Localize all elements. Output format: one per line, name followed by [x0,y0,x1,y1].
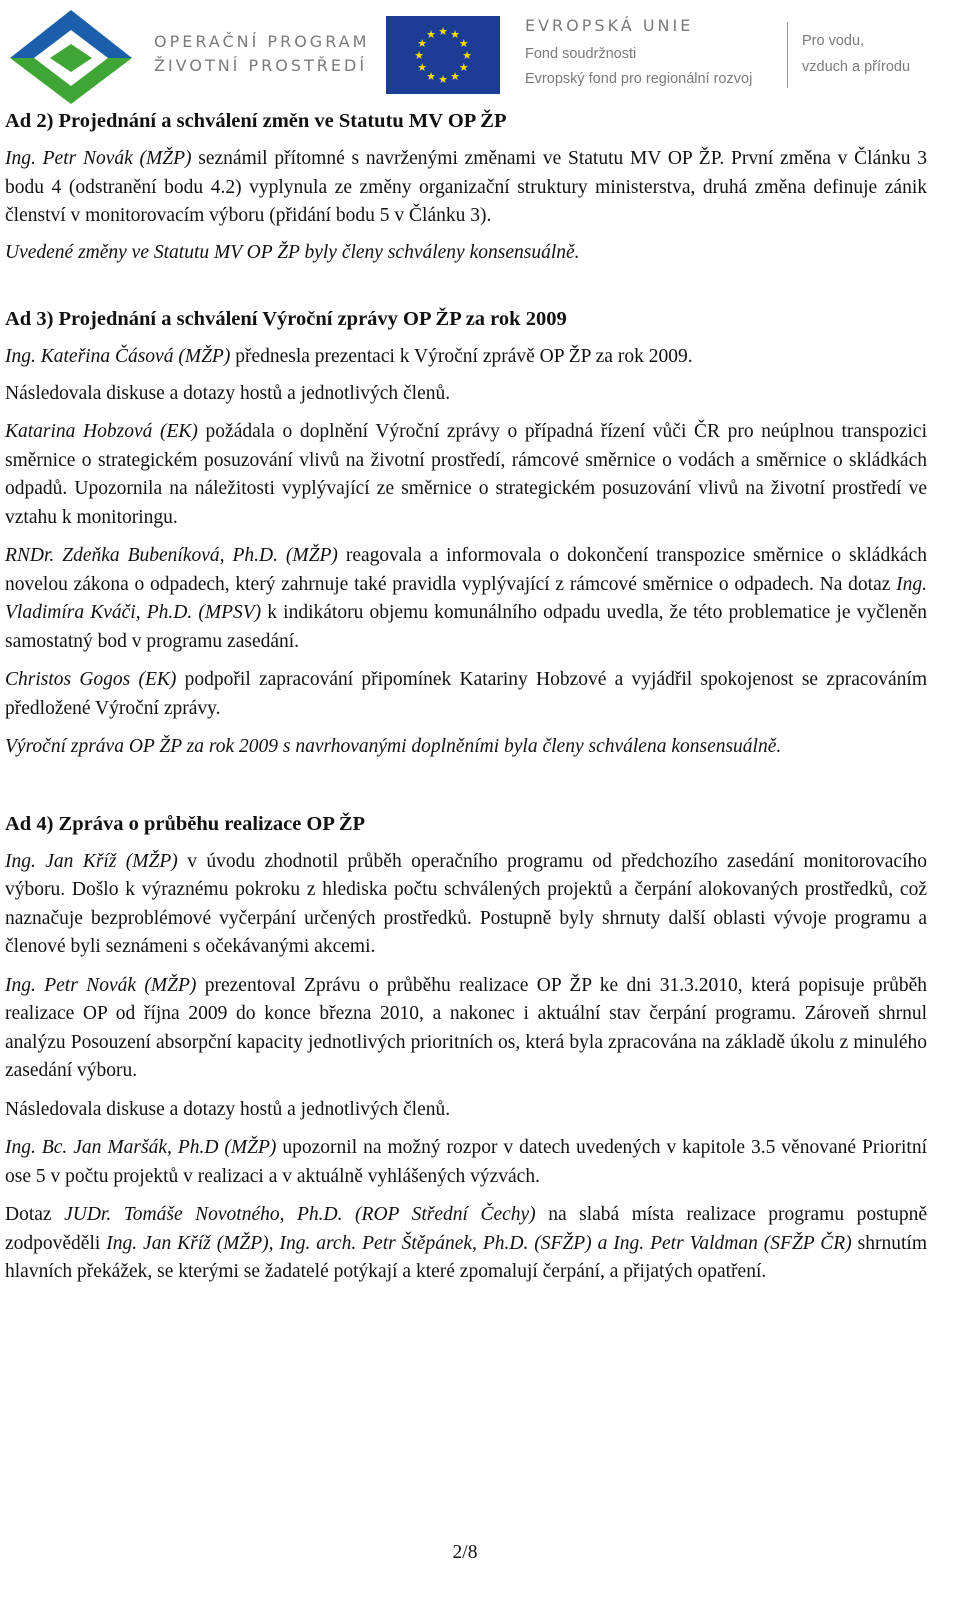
section-heading-ad2: Ad 2) Projednání a schválení změn ve Statutu MV OP ŽP [5,110,507,132]
person-name: Christos Gogos (EK) [5,669,177,690]
ad4-paragraph-3: Následovala diskuse a dotazy hostů a jednotlivých členů. [5,1098,451,1120]
ad3-resolution: Výroční zpráva OP ŽP za rok 2009 s navrhovanými doplněními byla členy schválena konsensuálně. [5,736,782,757]
paragraph-text: shrnutím hlavních překážek, se kterými se žadatelé potýkají a které zpomalují čerpání, a přijatých opatření. [5,1232,927,1282]
eu-star-icon: ★ [450,29,460,42]
person-name: JUDr. Tomáše Novotného, Ph.D. (ROP Střední Čechy) [64,1204,536,1225]
eu-star-icon: ★ [438,26,448,38]
section-heading-ad4: Ad 4) Zpráva o průběhu realizace OP ŽP [5,812,366,835]
paragraph-text: podpořil zapracování připomínek Katariny Hobzové a vyjádřil spokojenost se zpracováním předložené Výroční zprávy. [5,669,928,719]
ad4-paragraph-2 [5,972,927,1086]
paragraph-text: prezentoval Zprávu o průběhu realizace OP ŽP ke dni 31.3.2010, která popisuje průběh realizace OP od října 2009 do konce března 2010, a nakonec i aktuální stav čerpání programu. Zároveň shrnul analýzu Posouzení absorpční kapacity jednotlivých prioritních os, která byla zpracována na základě úkolu z minulého zasedání výboru. [5,974,927,1081]
eu-star-icon: ★ [438,74,448,86]
eu-title: EVROPSKÁ UNIE [525,16,694,35]
person-name: Ing. Petr Novák (MŽP) [5,974,197,996]
ad3-paragraph-3 [5,418,927,532]
ad3-paragraph-5 [5,666,927,723]
paragraph-text: na slabá místa realizace programu postupně zodpověděli [5,1204,928,1254]
paragraph-text: reagovala a informovala o dokončení transpozice směrnice o skládkách novelou zákona o odpadech, který zahrnuje také pravidla vyplývající z rámcové směrnice o odpadech. Na dotaz [5,545,927,595]
paragraph-text: Dotaz [5,1204,65,1225]
paragraph-text: upozornil na možný rozpor v datech uvedených v kapitole 3.5 věnované Prioritní ose 5 v počtu projektů v realizaci a v aktuálně vyhlášených výzvách. [5,1137,928,1187]
slogan-line2: vzduch a přírodu [802,59,911,75]
op-line2: ŽIVOTNÍ PROSTŘEDÍ [154,56,368,75]
op-zp-logo-icon [8,8,134,104]
section-heading-ad3: Ad 3) Projednání a schválení Výroční zprávy OP ŽP za rok 2009 [5,308,567,330]
paragraph-text: v úvodu zhodnotil průběh operačního programu od předchozího zasedání monitorovacího výboru. Došlo k výraznému pokroku z hlediska počtu schválených projektů a čerpání alokovaných prostředků, což naznačuje bezproblémové vyčerpání určených prostředků. Postupně byly shrnuty další oblasti vývoje programu a členové byli seznámeni s očekávanými akcemi. [5,850,927,957]
document-body [5,107,927,1287]
paragraph-text: k indikátoru objemu komunálního odpadu uvedla, že této problematice je vyčleněn samostatný bod v programu zasedání. [5,602,927,652]
ad4-paragraph-5 [5,1201,927,1287]
header-divider [787,22,788,88]
eu-star-icon: ★ [426,29,436,42]
ad3-paragraph-1 [5,343,927,372]
op-line1: OPERAČNÍ PROGRAM [154,32,370,51]
eu-star-icon: ★ [450,70,460,83]
eu-star-icon: ★ [458,62,469,74]
paragraph-text: požádala o doplnění Výroční zprávy o případná řízení vůči ČR pro neúplnou transpozici směrnice o strategickém posuzování vlivů na životní prostředí, rámcové směrnice o vodách a směrnice o skládkách odpadů. Upozornila na náležitosti vyplývající ze směrnice o strategickém posuzování vlivů na životní prostředí ve vztahu k monitoringu. [5,421,927,528]
eu-star-icon: ★ [417,62,428,74]
person-name: Katarina Hobzová (EK) [5,421,198,442]
eu-star-icon: ★ [414,50,424,62]
page-header [0,0,960,110]
paragraph-text: seznámil přítomné s navrženými změnami ve Statutu MV OP ŽP. První změna v Článku 3 bodu 4 (odstranění bodu 4.2) vyplynula ze změny organizační struktury ministerstva, druhá změna definuje zánik členství v monitorovacím výboru (přidání bodu 5 v Článku 3). [5,148,927,226]
person-name: Ing. Jan Kříž (MŽP) [5,850,178,872]
eu-flag-icon [386,16,500,94]
person-name: RNDr. Zdeňka Bubeníková, Ph.D. (MŽP) [5,545,338,566]
eu-star-icon: ★ [417,38,428,50]
paragraph-text: přednesla prezentaci k Výroční zprávě OP ŽP za rok 2009. [230,346,693,367]
op-name [154,30,369,78]
person-name: Ing. Jan Kříž (MŽP), Ing. arch. Petr Štěpánek, Ph.D. (SFŽP) a Ing. Petr Valdman (SFŽP ČR) [106,1232,852,1254]
slogan-line1: Pro vodu, [802,33,865,49]
eu-fund-regional: Evropský fond pro regionální rozvoj [525,71,753,87]
person-name: Ing. Kateřina Čásová (MŽP) [5,346,231,367]
eu-star-icon: ★ [458,38,469,50]
ad4-paragraph-4 [5,1134,927,1191]
ad3-paragraph-2: Následovala diskuse a dotazy hostů a jednotlivých členů. [5,382,451,404]
person-name: Ing. Vladimíra Kváči, Ph.D. (MPSV) [5,573,927,623]
person-name: Ing. Petr Novák (MŽP) [5,148,192,169]
eu-fund-cohesion: Fond soudržnosti [525,46,637,62]
ad4-paragraph-1 [5,848,927,962]
eu-star-icon: ★ [462,50,472,62]
page-number: 2/8 [452,1542,478,1563]
person-name: Ing. Bc. Jan Maršák, Ph.D (MŽP) [5,1137,277,1158]
ad3-paragraph-4 [5,542,927,656]
ad2-resolution: Uvedené změny ve Statutu MV OP ŽP byly členy schváleny konsensuálně. [5,241,580,263]
ad2-paragraph-1 [5,145,927,231]
eu-star-icon: ★ [426,70,436,83]
